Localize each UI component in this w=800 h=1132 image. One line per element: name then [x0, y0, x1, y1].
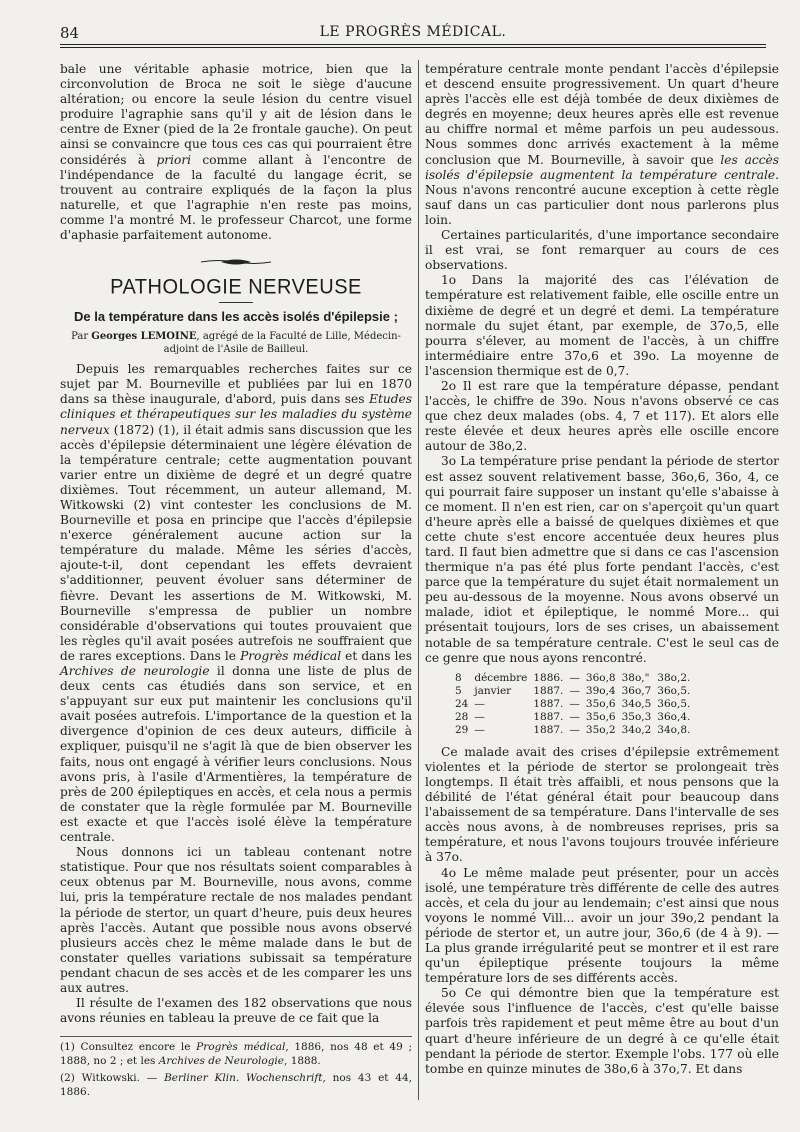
right-column	[425, 62, 779, 1077]
section-heading: PATHOLOGIE NERVEUSE	[110, 275, 362, 299]
paragraph: 5o Ce qui démontre bien que la température est élevée sous l'influence de l'accès, c'est qu'elle baisse parfois très rapidement et peut même être au bout d'un quart d'heure inférieure de un degré à ce qu'elle était pendant la période de stertor. Exemple l'obs. 177 où elle tombe en quinze minutes de 38o,6 à 37o,7. Et dans	[425, 986, 779, 1076]
footnote: (2) Witkowski. — Berliner Klin. Wochenschrift, nos 43 et 44, 1886.	[60, 1072, 412, 1098]
short-rule	[219, 302, 253, 303]
temperature-table	[455, 672, 696, 737]
table-row: 8 décembre 1886. — 36o,8 38o," 38o,2.	[455, 671, 691, 684]
paragraph: Depuis les remarquables recherches faites sur ce sujet par M. Bourneville et publiées par lui en 1870 dans sa thèse inaugurale, d'abord, puis dans ses Etudes cliniques et thérapeutiques sur les maladies du système nerveux (1872) (1), il était admis sans discussion que les accès d'épilepsie déterminaient une légère élévation de la température centrale; cette augmentation pouvant varier entre un dixième de degré et un degré quatre dixièmes. Tout récemment, un auteur allemand, M. Witkowski (2) vint contester les conclusions de M. Bourneville et posa en principe que l'accès d'épilepsie n'exerce généralement aucune action sur la température du malade. Même les séries d'accès, ajoute-t-il, dont cependant les effets devraient s'additionner, peuvent évoluer sans déterminer de fièvre. Devant les assertions de M. Witkowski, M. Bourneville s'empressa de publier un nombre considérable d'observations qui toutes prouvaient que les règles qu'il avait posées autrefois ne souffraient que de rares exceptions. Dans le Progrès médical et dans les Archives de neurologie il donna une liste de plus de deux cents cas étudiés dans son service, et en s'appuyant sur eux put maintenir les conclusions qu'il avait posées autrefois. L'importance de la question et la divergence d'opinion de ces deux auteurs, difficile à expliquer, puisqu'il ne s'agit là que de bien observer les faits, nous ont engagé à vérifier leurs conclusions. Nous avons pris, à l'asile d'Armentières, la température de près de 200 épileptiques en accès, et cela nous a permis de constater que la règle formulée par M. Bourneville est exacte et que l'accès isolé élève la température centrale.	[60, 362, 412, 845]
ornament-icon	[201, 258, 271, 266]
left-column	[60, 62, 412, 1103]
byline: Par Georges LEMOINE, agrégé de la Faculté de Lille, Médecin-adjoint de l'Asile de Bailleul.	[71, 331, 401, 355]
ornament-divider	[60, 251, 412, 270]
paragraph: 4o Le même malade peut présenter, pour un accès isolé, une température très différente de celle des autres accès, et cela du jour au lendemain; c'est ainsi que nous voyons le nommé Vill... avoir un jour 39o,2 pendant la période de stertor et, un autre jour, 36o,6 (de 4 à 9). — La plus grande irrégularité peut se montrer et il est rare qu'un épileptique présente toujours la même température lors de ses différents accès.	[425, 865, 779, 986]
page-number: 84	[60, 24, 80, 42]
article-title: De la température dans les accès isolés d'épilepsie ;	[74, 309, 398, 325]
paragraph: 1o Dans la majorité des cas l'élévation de température est relativement faible, elle oscille entre un dixième de degré et un degré et demi. La température normale du sujet étant, par exemple, de 37o,5, elle pourra s'élever, au moment de l'accès, à un chiffre intermédiaire entre 37o,6 et 39o. La moyenne de l'ascension thermique est de 0,7.	[425, 273, 779, 378]
header-rule-double	[60, 47, 766, 48]
journal-title: LE PROGRÈS MÉDICAL.	[319, 24, 507, 40]
running-header	[60, 18, 766, 42]
table-row: 29 — 1887. — 35o,2 34o,2 34o,8.	[455, 723, 691, 736]
header-rule	[60, 44, 766, 45]
column-divider	[418, 60, 419, 1100]
footnote-rule	[60, 1036, 412, 1037]
footnote: (1) Consultez encore le Progrès médical, 1886, nos 48 et 49 ; 1888, no 2 ; et les Archives de Neurologie, 1888.	[60, 1041, 412, 1067]
paragraph: 2o Il est rare que la température dépasse, pendant l'accès, le chiffre de 39o. Nous n'avons observé ce cas que chez deux malades (obs. 4, 7 et 117). Et alors elle reste élevée et deux heures après elle oscille encore autour de 38o,2.	[425, 378, 779, 454]
paragraph: Ce malade avait des crises d'épilepsie extrêmement violentes et la période de stertor se prolongeait très longtemps. Il était très affaibli, et nous pensons que la débilité de l'état général était pour beaucoup dans l'abaissement de sa température. Dans l'intervalle de ses accès nous avons, à de nombreuses reprises, pris sa température, et nous l'avons toujours trouvée inférieure à 37o.	[425, 744, 779, 865]
paragraph: Il résulte de l'examen des 182 observations que nous avons réunies en tableau la preuve de ce fait que la	[60, 996, 412, 1026]
paragraph: bale une véritable aphasie motrice, bien que la circonvolution de Broca ne soit le siège d'aucune altération; ou encore la seule lésion du centre visuel produire l'agraphie sans qu'il y ait de lésion dans le centre de Exner (pied de la 2e frontale gauche). On peut ainsi se convaincre que tous ces cas qui pourraient être considérés à priori comme allant à l'encontre de l'indépendance de la faculté du langage écrit, se trouvent au contraire expliqués de la façon la plus naturelle, et que l'agraphie n'en reste pas moins, comme l'a montré M. le professeur Charcot, une forme d'aphasie parfaitement autonome.	[60, 62, 412, 243]
table-row: 28 — 1887. — 35o,6 35o,3 36o,4.	[455, 710, 691, 723]
table-row: 24 — 1887. — 35o,6 34o,5 36o,5.	[455, 697, 691, 710]
paragraph: Nous donnons ici un tableau contenant notre statistique. Pour que nos résultats soient comparables à ceux obtenus par M. Bourneville, nous avons, comme lui, pris la température rectale de nos malades pendant la période de stertor, un quart d'heure, puis deux heures après l'accès. Autant que possible nous avons observé plusieurs accès chez le même malade dans le but de constater quelles variations subissait sa température pendant chacun de ses accès et de les comparer les uns aux autres.	[60, 845, 412, 995]
table-row: 5 janvier 1887. — 39o,4 36o,7 36o,5.	[455, 684, 691, 697]
paragraph: 3o La température prise pendant la période de stertor est assez souvent relativement basse, 36o,6, 36o, 4, ce qui pourrait faire supposer un instant qu'elle s'abaisse à ce moment. Il n'en est rien, car on s'aperçoit qu'un quart d'heure après elle a baissé de quelques dixièmes et que cette chute s'est encore accentuée deux heures plus tard. Il faut bien admettre que si dans ce cas l'ascension thermique n'a pas été plus forte pendant l'accès, c'est parce que la température du sujet était normalement un peu au-dessous de la moyenne. Nous avons observé un malade, idiot et épileptique, le nommé More... qui présentait toujours, lors de ses crises, un abaissement notable de sa température centrale. C'est le seul cas de ce genre que nous ayons rencontré.	[425, 454, 779, 665]
paragraph: Certaines particularités, d'une importance secondaire il est vrai, se font remarquer au cours de ces observations.	[425, 228, 779, 273]
paragraph: température centrale monte pendant l'accès d'épilepsie et descend ensuite progressivement. Un quart d'heure après l'accès elle est déjà tombée de deux dixièmes de degrés en moyenne; deux heures après elle est revenue au chiffre normal et même parfois un peu audessous. Nous sommes donc arrivés exactement à la même conclusion que M. Bourneville, à savoir que les accès isolés d'épilepsie augmentent la température centrale. Nous n'avons rencontré aucune exception à cette règle sauf dans un cas particulier dont nous parlerons plus loin.	[425, 62, 779, 227]
